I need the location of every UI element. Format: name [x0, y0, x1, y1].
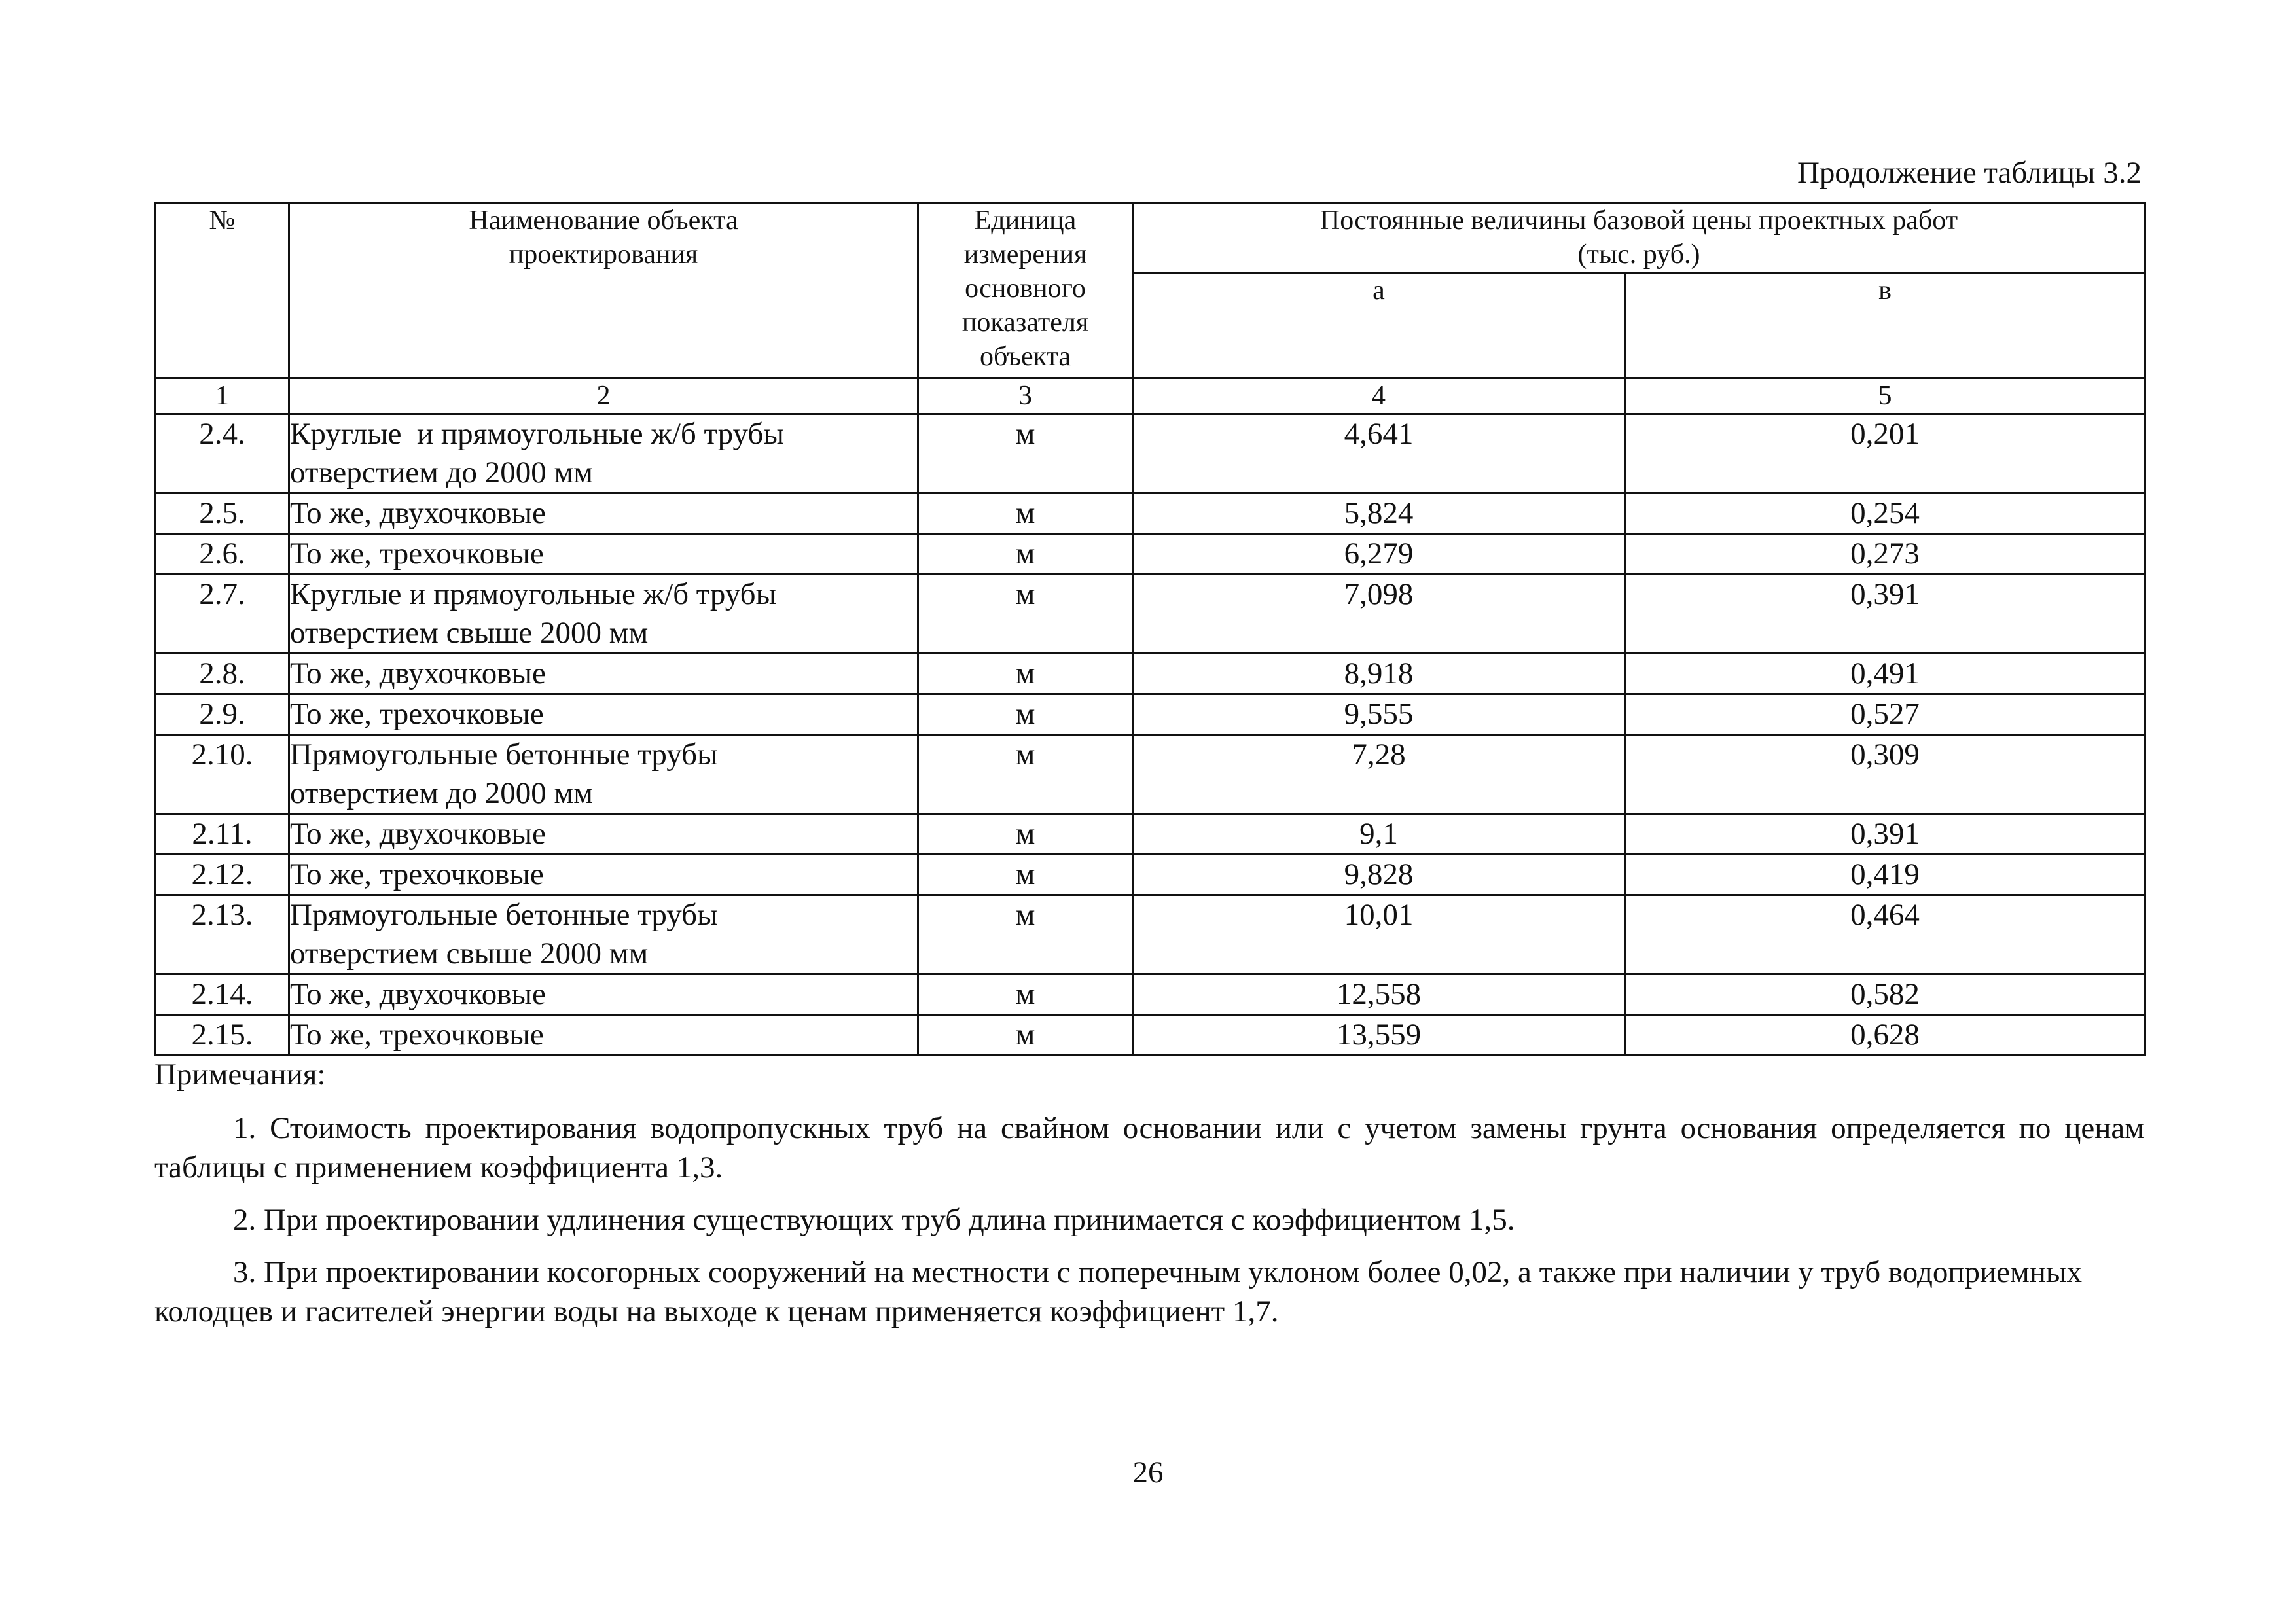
table-row [156, 814, 2145, 855]
row-number: 2.14. [156, 974, 289, 1015]
row-value-b: 0,464 [1625, 895, 2145, 974]
row-name-line: отверстием свыше 2000 мм [290, 616, 649, 650]
notes-title: Примечания: [154, 1058, 326, 1092]
row-unit: м [918, 414, 1133, 493]
row-value-a: 12,558 [1133, 974, 1625, 1015]
column-number: 1 [156, 378, 289, 414]
row-value-a: 13,559 [1133, 1015, 1625, 1056]
row-name-line: То же, двухочковые [290, 496, 546, 530]
table-row [156, 493, 2145, 534]
row-name [289, 694, 918, 735]
column-number-row [156, 378, 2145, 414]
row-number: 2.13. [156, 895, 289, 974]
row-name [289, 735, 918, 814]
row-value-a: 9,555 [1133, 694, 1625, 735]
table-row [156, 694, 2145, 735]
row-value-a: 6,279 [1133, 534, 1625, 575]
row-value-b: 0,254 [1625, 493, 2145, 534]
row-number: 2.8. [156, 654, 289, 694]
row-unit: м [918, 895, 1133, 974]
row-value-b: 0,309 [1625, 735, 2145, 814]
row-name-line: отверстием свыше 2000 мм [290, 936, 649, 971]
row-number: 2.15. [156, 1015, 289, 1056]
row-name-line: То же, трехочковые [290, 1018, 544, 1052]
row-number: 2.6. [156, 534, 289, 575]
row-name [289, 493, 918, 534]
row-name [289, 814, 918, 855]
row-value-b: 0,419 [1625, 855, 2145, 895]
row-value-a: 8,918 [1133, 654, 1625, 694]
column-number: 2 [289, 378, 918, 414]
row-unit: м [918, 534, 1133, 575]
column-number: 3 [918, 378, 1133, 414]
table-row [156, 414, 2145, 493]
row-value-b: 0,201 [1625, 414, 2145, 493]
row-unit: м [918, 855, 1133, 895]
header-object-name-line: проектирования [509, 240, 698, 270]
header-object-name-line: Наименование объекта [469, 205, 738, 236]
row-value-a: 5,824 [1133, 493, 1625, 534]
row-name-line: То же, трехочковые [290, 697, 544, 731]
header-column-b: в [1625, 273, 2145, 378]
row-name-line: Круглые и прямоугольные ж/б трубы [290, 417, 784, 451]
row-name-line: Прямоугольные бетонные трубы [290, 898, 718, 932]
note-item: 2. При проектировании удлинения существующих труб длина принимается с коэффициентом 1,5. [233, 1203, 1515, 1237]
row-name [289, 654, 918, 694]
row-unit: м [918, 694, 1133, 735]
row-name-line: отверстием до 2000 мм [290, 455, 594, 490]
row-number: 2.12. [156, 855, 289, 895]
table-row [156, 735, 2145, 814]
table-row [156, 855, 2145, 895]
table-row [156, 974, 2145, 1015]
header-unit-line: Единица [974, 205, 1077, 236]
row-name-line: Прямоугольные бетонные трубы [290, 738, 718, 772]
row-name [289, 895, 918, 974]
header-number: № [156, 203, 289, 378]
table-row [156, 1015, 2145, 1056]
row-name-line: То же, двухочковые [290, 817, 546, 851]
row-number: 2.9. [156, 694, 289, 735]
row-value-b: 0,527 [1625, 694, 2145, 735]
row-value-a: 9,1 [1133, 814, 1625, 855]
column-number: 5 [1625, 378, 2145, 414]
header-column-a: а [1133, 273, 1625, 378]
row-value-a: 7,098 [1133, 575, 1625, 654]
row-name-line: То же, трехочковые [290, 537, 544, 571]
note-item: 3. При проектировании косогорных сооружений на местности с поперечным уклоном более 0,02, а также при наличии у труб водоприемных колодцев и гасителей энергии воды на выходе к ценам применяется коэффициент 1,7. [154, 1255, 2083, 1329]
row-value-a: 10,01 [1133, 895, 1625, 974]
row-name-line: Круглые и прямоугольные ж/б трубы [290, 577, 777, 611]
row-name [289, 974, 918, 1015]
header-unit [918, 203, 1133, 378]
notes-section [154, 1055, 2144, 1344]
row-value-b: 0,273 [1625, 534, 2145, 575]
table-row [156, 895, 2145, 974]
header-object-name [289, 203, 918, 378]
row-unit: м [918, 735, 1133, 814]
row-name-line: отверстием до 2000 мм [290, 776, 594, 810]
row-unit: м [918, 493, 1133, 534]
row-name-line: То же, двухочковые [290, 977, 546, 1011]
row-value-b: 0,582 [1625, 974, 2145, 1015]
row-value-b: 0,391 [1625, 814, 2145, 855]
header-base-price-line: (тыс. руб.) [1577, 240, 1700, 270]
row-name-line: То же, трехочковые [290, 857, 544, 891]
row-name [289, 414, 918, 493]
header-base-price-line: Постоянные величины базовой цены проектных работ [1319, 205, 1958, 236]
table-row [156, 575, 2145, 654]
header-unit-line: объекта [979, 342, 1071, 372]
page-number: 26 [1132, 1455, 1164, 1489]
row-value-b: 0,391 [1625, 575, 2145, 654]
row-unit: м [918, 814, 1133, 855]
row-name [289, 855, 918, 895]
row-number: 2.5. [156, 493, 289, 534]
row-value-a: 7,28 [1133, 735, 1625, 814]
price-table [154, 202, 2146, 1056]
row-number: 2.11. [156, 814, 289, 855]
table-row [156, 534, 2145, 575]
row-unit: м [918, 575, 1133, 654]
row-value-a: 4,641 [1133, 414, 1625, 493]
header-unit-line: измерения [963, 240, 1087, 270]
column-number: 4 [1133, 378, 1625, 414]
row-name [289, 534, 918, 575]
row-unit: м [918, 974, 1133, 1015]
row-value-b: 0,628 [1625, 1015, 2145, 1056]
header-unit-line: основного [965, 274, 1086, 304]
row-number: 2.4. [156, 414, 289, 493]
row-unit: м [918, 1015, 1133, 1056]
note-item: 1. Стоимость проектирования водопропускных труб на свайном основании или с учетом замены грунта основания определяется по ценам таблицы с применением коэффициента 1,3. [154, 1111, 2144, 1185]
table-continuation-label: Продолжение таблицы 3.2 [1797, 156, 2142, 190]
row-name [289, 1015, 918, 1056]
row-value-b: 0,491 [1625, 654, 2145, 694]
row-name [289, 575, 918, 654]
row-name-line: То же, двухочковые [290, 656, 546, 690]
row-number: 2.7. [156, 575, 289, 654]
header-base-price-group [1133, 203, 2145, 273]
row-value-a: 9,828 [1133, 855, 1625, 895]
row-unit: м [918, 654, 1133, 694]
header-unit-line: показателя [961, 308, 1089, 338]
row-number: 2.10. [156, 735, 289, 814]
table-row [156, 654, 2145, 694]
